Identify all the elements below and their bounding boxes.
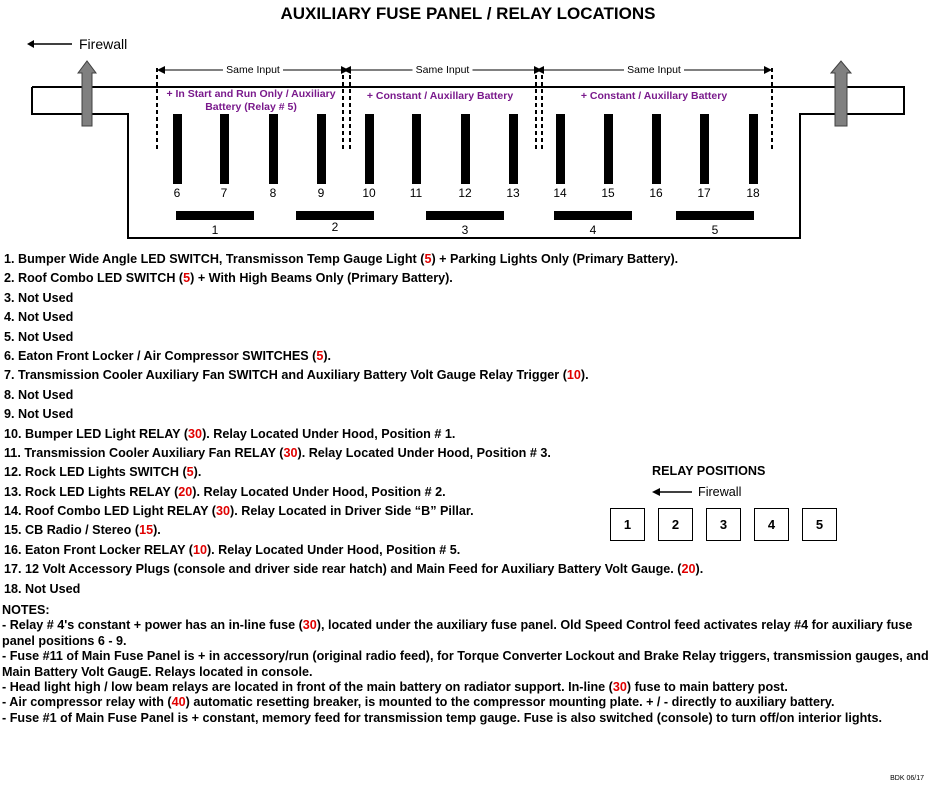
item-number: 4. [4, 310, 19, 325]
left-arrow-icon [652, 487, 692, 497]
text-segment: - Fuse #1 of Main Fuse Panel is + constant, memory feed for transmission temp gauge. Fuse is also switched (console) to turn off/on interior lights. [2, 710, 882, 725]
notes-section [2, 603, 936, 726]
item-number: 8. [4, 387, 19, 402]
fuse-number: 12 [458, 186, 472, 200]
relay-position-box: 2 [658, 508, 693, 541]
text-segment: Not Used [18, 290, 74, 305]
note-item [2, 649, 936, 680]
fuse-number: 13 [506, 186, 520, 200]
fuse-slot [749, 114, 758, 184]
text-segment: Not Used [25, 581, 81, 596]
fuse-slot [220, 114, 229, 184]
text-segment: ). Relay Located Under Hood, Position # 3. [297, 445, 551, 460]
text-segment: ). [323, 348, 332, 363]
list-item [4, 328, 804, 347]
relay-number: 4 [589, 223, 597, 237]
text-segment: Not Used [18, 329, 74, 344]
fuse-amperage: 20 [681, 562, 696, 577]
text-segment: 12 Volt Accessory Plugs (console and driver side rear hatch) and Main Feed for Auxiliary Battery Volt Gauge. ( [25, 562, 682, 577]
item-number: 7. [4, 368, 19, 383]
text-segment: Eaton Front Locker RELAY ( [25, 542, 193, 557]
text-segment: ). [695, 562, 704, 577]
fuse-number: 17 [697, 186, 711, 200]
text-segment: - Fuse #11 of Main Fuse Panel is + in accessory/run (original radio feed), for Torque Converter Lockout and Brake Relay triggers, transmission gauges, and Main Battery Volt GaugE. Relays located in console. [2, 649, 929, 679]
text-segment: ). Relay Located Under Hood, Position # 5. [206, 542, 461, 557]
fuse-slot [412, 114, 421, 184]
text-segment: ). Relay Located Under Hood, Position # 1. [202, 426, 456, 441]
text-segment: ) + With High Beams Only (Primary Battery). [190, 271, 453, 286]
group-label-line2: Battery (Relay # 5) [205, 101, 297, 113]
text-segment: ), located under the auxiliary fuse panel. Old Speed Control feed activates relay #4 for auxiliary fuse panel positions 6 - 9. [2, 618, 913, 648]
relay-number: 2 [331, 220, 339, 234]
item-number: 13. [4, 484, 26, 499]
fuse-amperage: 30 [188, 426, 203, 441]
relay-slot [554, 211, 632, 220]
item-number: 2. [4, 271, 19, 286]
fuse-slot [700, 114, 709, 184]
item-number: 11. [4, 445, 25, 460]
list-item [4, 425, 804, 444]
item-number: 5. [4, 329, 19, 344]
fuse-amperage: 20 [178, 484, 193, 499]
fuse-amperage: 5 [316, 348, 324, 363]
relay-slot [426, 211, 504, 220]
group-label-line1: + In Start and Run Only / Auxiliary [166, 88, 336, 100]
text-segment: ). Relay Located Under Hood, Position # 2. [192, 484, 446, 499]
fuse-number: 18 [746, 186, 760, 200]
list-item [4, 269, 804, 288]
text-segment: Roof Combo LED SWITCH ( [18, 271, 184, 286]
item-number: 9. [4, 407, 19, 422]
item-number: 14. [4, 504, 26, 519]
same-input-label: Same Input [226, 64, 280, 76]
text-segment: - Head light high / low beam relays are located in front of the main battery on radiator support. In-line ( [2, 680, 613, 695]
fuse-amperage: 5 [183, 271, 191, 286]
note-item [2, 680, 936, 695]
note-item [2, 711, 936, 726]
group-label-line1: + Constant / Auxillary Battery [580, 90, 728, 102]
same-input-label: Same Input [415, 64, 470, 76]
text-segment: Rock LED Lights RELAY ( [25, 484, 179, 499]
item-number: 17. [4, 562, 26, 577]
text-segment: Eaton Front Locker / Air Compressor SWITCHES ( [18, 348, 317, 363]
fuse-number: 9 [317, 186, 325, 200]
relay-position-box: 3 [706, 508, 741, 541]
note-item [2, 695, 936, 710]
item-number: 3. [4, 290, 19, 305]
text-segment: CB Radio / Stereo ( [25, 523, 140, 538]
text-segment: - Air compressor relay with ( [2, 695, 172, 710]
fuse-amperage: 15 [139, 523, 154, 538]
fuse-panel-diagram [0, 0, 936, 250]
text-segment: Roof Combo LED Light RELAY ( [25, 504, 217, 519]
text-segment: Not Used [18, 310, 74, 325]
fuse-number: 14 [553, 186, 567, 200]
fuse-slot [509, 114, 518, 184]
list-item [4, 250, 804, 269]
relay-slot [176, 211, 254, 220]
relay-position-box: 5 [802, 508, 837, 541]
fuse-assignment-list [4, 250, 804, 599]
relay-firewall-indicator [652, 485, 741, 499]
text-segment: ) + Parking Lights Only (Primary Battery). [431, 252, 679, 266]
fuse-slot [556, 114, 565, 184]
relay-position-box: 4 [754, 508, 789, 541]
fuse-number: 8 [269, 186, 277, 200]
relay-slot [296, 211, 374, 220]
fuse-amperage: 30 [612, 680, 627, 695]
list-item [4, 444, 804, 463]
item-number: 1. [4, 252, 19, 266]
list-item [4, 366, 804, 385]
fuse-slot [365, 114, 374, 184]
fuse-slot [173, 114, 182, 184]
text-segment: Transmission Cooler Auxiliary Fan RELAY ( [24, 445, 284, 460]
fuse-amperage: 30 [216, 504, 231, 519]
relay-slot [676, 211, 754, 220]
item-number: 18. [4, 581, 26, 596]
fuse-amperage: 30 [302, 618, 317, 633]
relay-position-box: 1 [610, 508, 645, 541]
mount-arrow-right [831, 61, 851, 126]
fuse-amperage: 30 [283, 445, 298, 460]
item-number: 10. [4, 426, 26, 441]
list-item [4, 308, 804, 327]
text-segment: Bumper LED Light RELAY ( [25, 426, 189, 441]
fuse-amperage: 40 [171, 695, 186, 710]
item-number: 6. [4, 348, 19, 363]
fuse-slot [604, 114, 613, 184]
text-segment: Bumper Wide Angle LED SWITCH, Transmisson Temp Gauge Light ( [18, 252, 425, 266]
text-segment: ). Relay Located in Driver Side “B” Pillar. [230, 504, 474, 519]
note-item [2, 618, 936, 649]
list-item [4, 541, 804, 560]
fuse-amperage: 5 [424, 252, 432, 266]
list-item [4, 347, 804, 366]
text-segment: Not Used [18, 407, 74, 422]
mount-arrow-left [78, 61, 96, 126]
text-segment: ) fuse to main battery post. [626, 680, 788, 695]
text-segment: ) automatic resetting breaker, is mounted to the compressor mounting plate. + / - directly to auxiliary battery. [185, 695, 835, 710]
credit-label: BDK 06/17 [890, 775, 924, 782]
item-number: 16. [4, 542, 26, 557]
relay-number: 5 [711, 223, 719, 237]
relay-firewall-label: Firewall [698, 485, 742, 499]
fuse-slot [317, 114, 326, 184]
relay-number: 1 [211, 223, 219, 237]
list-item [4, 560, 804, 579]
text-segment: Not Used [18, 387, 74, 402]
text-segment: Rock LED Lights SWITCH ( [25, 465, 187, 480]
list-item [4, 386, 804, 405]
same-input-label: Same Input [627, 64, 681, 76]
list-item [4, 405, 804, 424]
fuse-number: 11 [409, 186, 423, 200]
fuse-number: 10 [362, 186, 376, 200]
fuse-slot [461, 114, 470, 184]
page-title: AUXILIARY FUSE PANEL / RELAY LOCATIONS [280, 4, 656, 23]
fuse-number: 6 [173, 186, 181, 200]
text-segment: Transmission Cooler Auxiliary Fan SWITCH and Auxiliary Battery Volt Gauge Relay Trigger ( [18, 368, 567, 383]
item-number: 12. [4, 465, 26, 480]
fuse-amperage: 5 [186, 465, 194, 480]
fuse-amperage: 10 [566, 368, 581, 383]
fuse-number: 7 [220, 186, 228, 200]
notes-title: NOTES: [2, 603, 50, 617]
group-label-line1: + Constant / Auxillary Battery [366, 90, 514, 102]
text-segment: ). [580, 368, 589, 383]
text-segment: ). [153, 523, 161, 538]
list-item [4, 580, 804, 599]
text-segment: - Relay # 4's constant + power has an in-line fuse ( [2, 618, 303, 633]
relay-number: 3 [461, 223, 469, 237]
fuse-number: 15 [601, 186, 615, 200]
fuse-amperage: 10 [192, 542, 207, 557]
relay-positions-title: RELAY POSITIONS [652, 464, 766, 478]
list-item [4, 289, 804, 308]
fuse-slot [652, 114, 661, 184]
fuse-number: 16 [649, 186, 663, 200]
item-number: 15. [4, 523, 26, 538]
fuse-slot [269, 114, 278, 184]
text-segment: ). [193, 465, 202, 480]
firewall-label: Firewall [79, 36, 128, 52]
